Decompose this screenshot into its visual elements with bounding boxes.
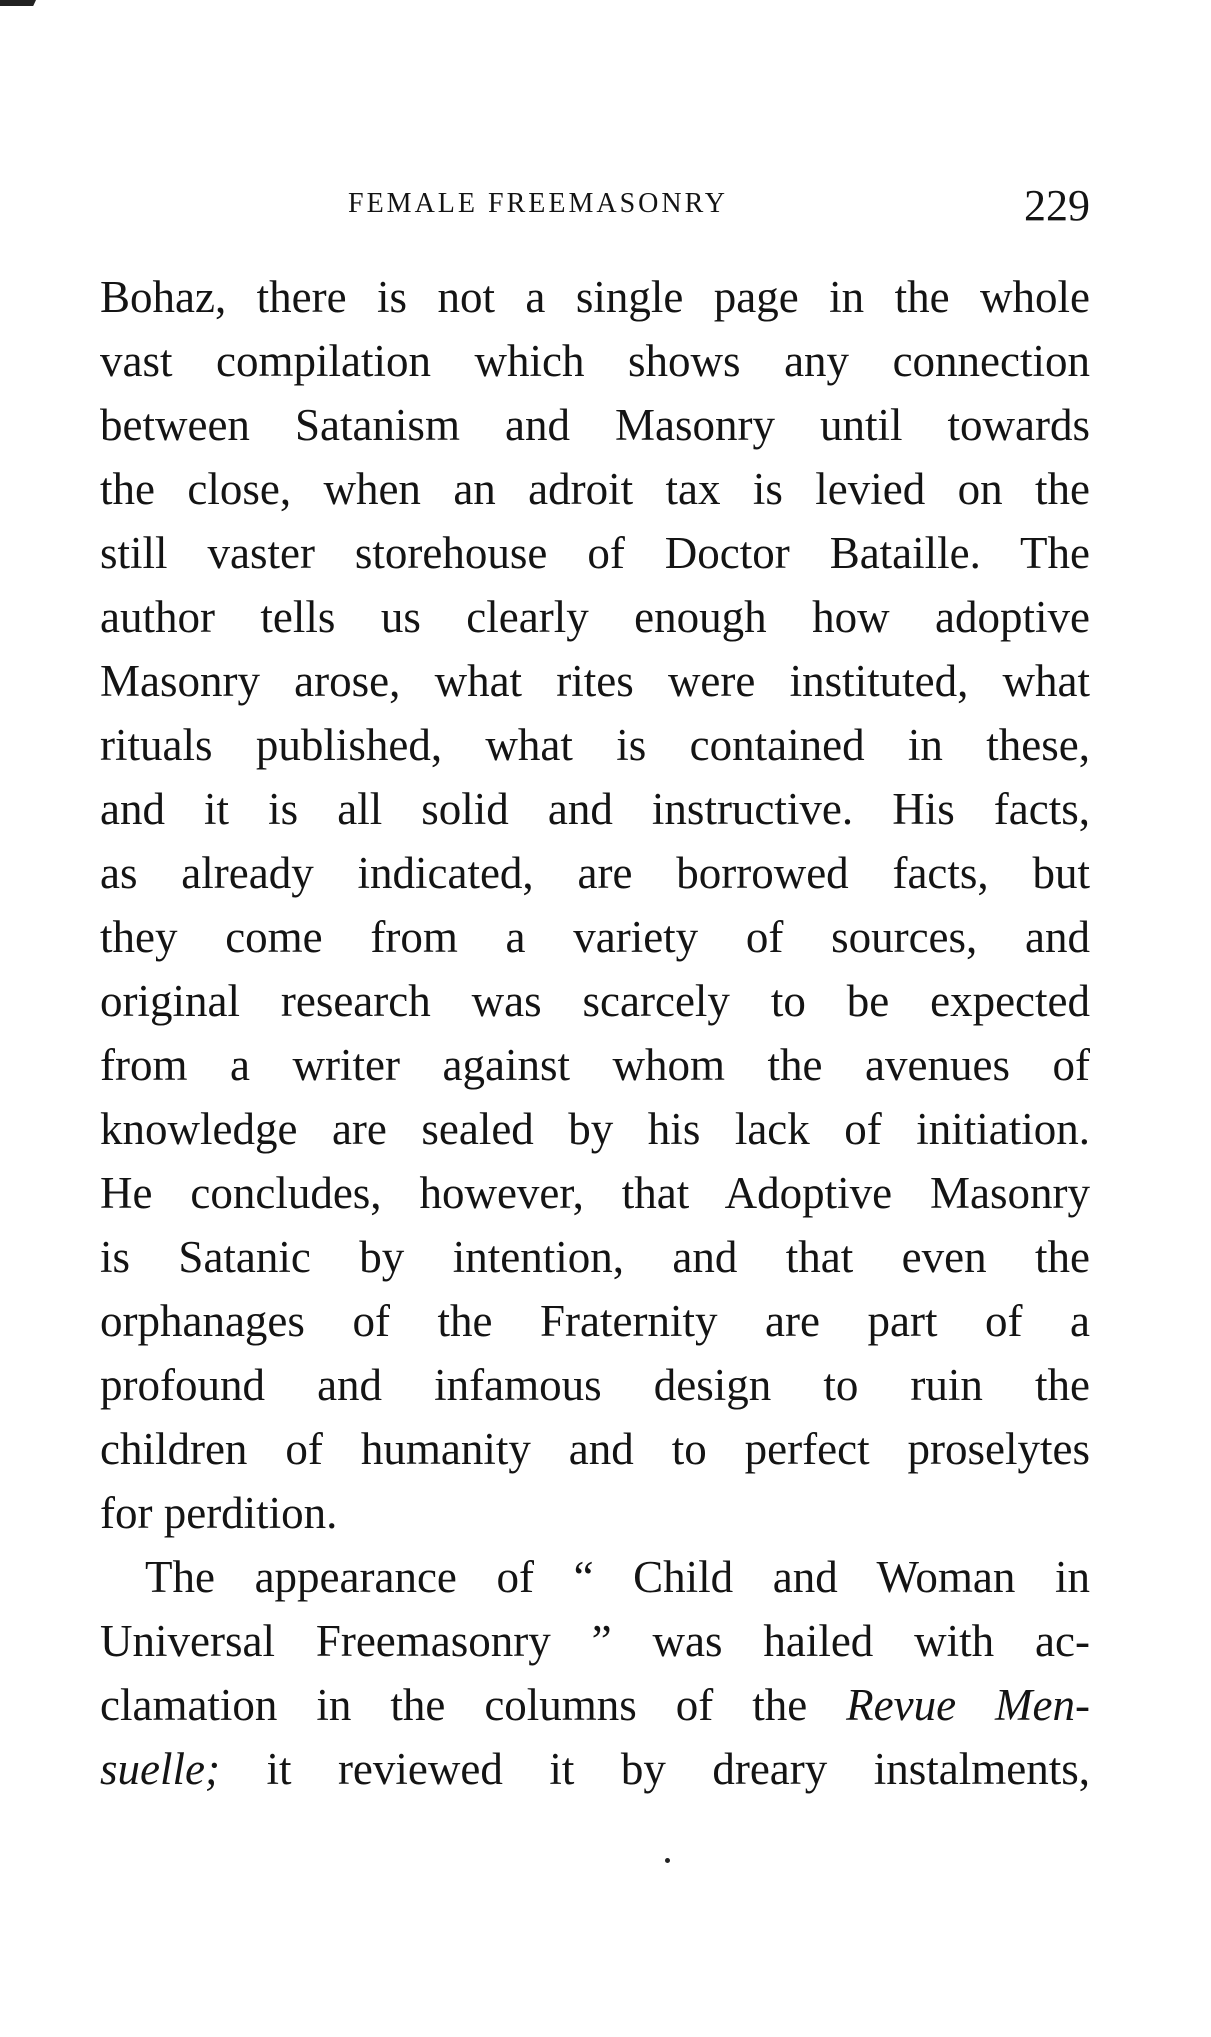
text-line: and it is all solid and instructive. His facts, [100,784,1090,834]
text-line: from a writer against whom the avenues of [100,1040,1090,1090]
text-segment: clamation in the columns of the [100,1680,847,1730]
text-line: as already indicated, are borrowed facts, but [100,848,1090,898]
text-line: author tells us clearly enough how adoptive [100,592,1090,642]
page-number: 229 [1024,181,1090,230]
text-line [100,1673,1090,1737]
text-line: Universal Freemasonry ” was hailed with ac- [100,1616,1090,1666]
text-line: Bohaz, there is not a single page in the whole [100,272,1090,322]
text-segment: it reviewed it by dreary instalments, [219,1744,1090,1794]
text-line: for perdition. [100,1488,338,1538]
journal-title-italic: Revue Men- [846,1680,1090,1730]
text-line: knowledge are sealed by his lack of initiation. [100,1104,1090,1154]
text-line: The appearance of “ Child and Woman in [145,1552,1090,1602]
text-line: orphanages of the Fraternity are part of a [100,1296,1090,1346]
text-line: vast compilation which shows any connection [100,336,1090,386]
paragraph-2 [100,1545,1090,1801]
body-text [100,265,1090,1801]
running-head [100,180,1090,240]
text-line: Masonry arose, what rites were instituted, what [100,656,1090,706]
ink-speck [665,1858,670,1863]
corner-scan-mark [0,0,36,6]
text-line: children of humanity and to perfect proselytes [100,1424,1090,1474]
text-line: still vaster storehouse of Doctor Bataille. The [100,528,1090,578]
text-line: original research was scarcely to be expected [100,976,1090,1026]
text-line: rituals published, what is contained in these, [100,720,1090,770]
journal-title-italic: suelle; [100,1744,220,1794]
text-line: He concludes, however, that Adoptive Masonry [100,1168,1090,1218]
running-title: FEMALE FREEMASONRY [348,188,728,219]
text-line: they come from a variety of sources, and [100,912,1090,962]
text-line: between Satanism and Masonry until towards [100,400,1090,450]
text-line: the close, when an adroit tax is levied on the [100,464,1090,514]
text-line [100,1737,1090,1801]
text-line: profound and infamous design to ruin the [100,1360,1090,1410]
paragraph-1 [100,265,1090,1545]
text-line: is Satanic by intention, and that even the [100,1232,1090,1282]
